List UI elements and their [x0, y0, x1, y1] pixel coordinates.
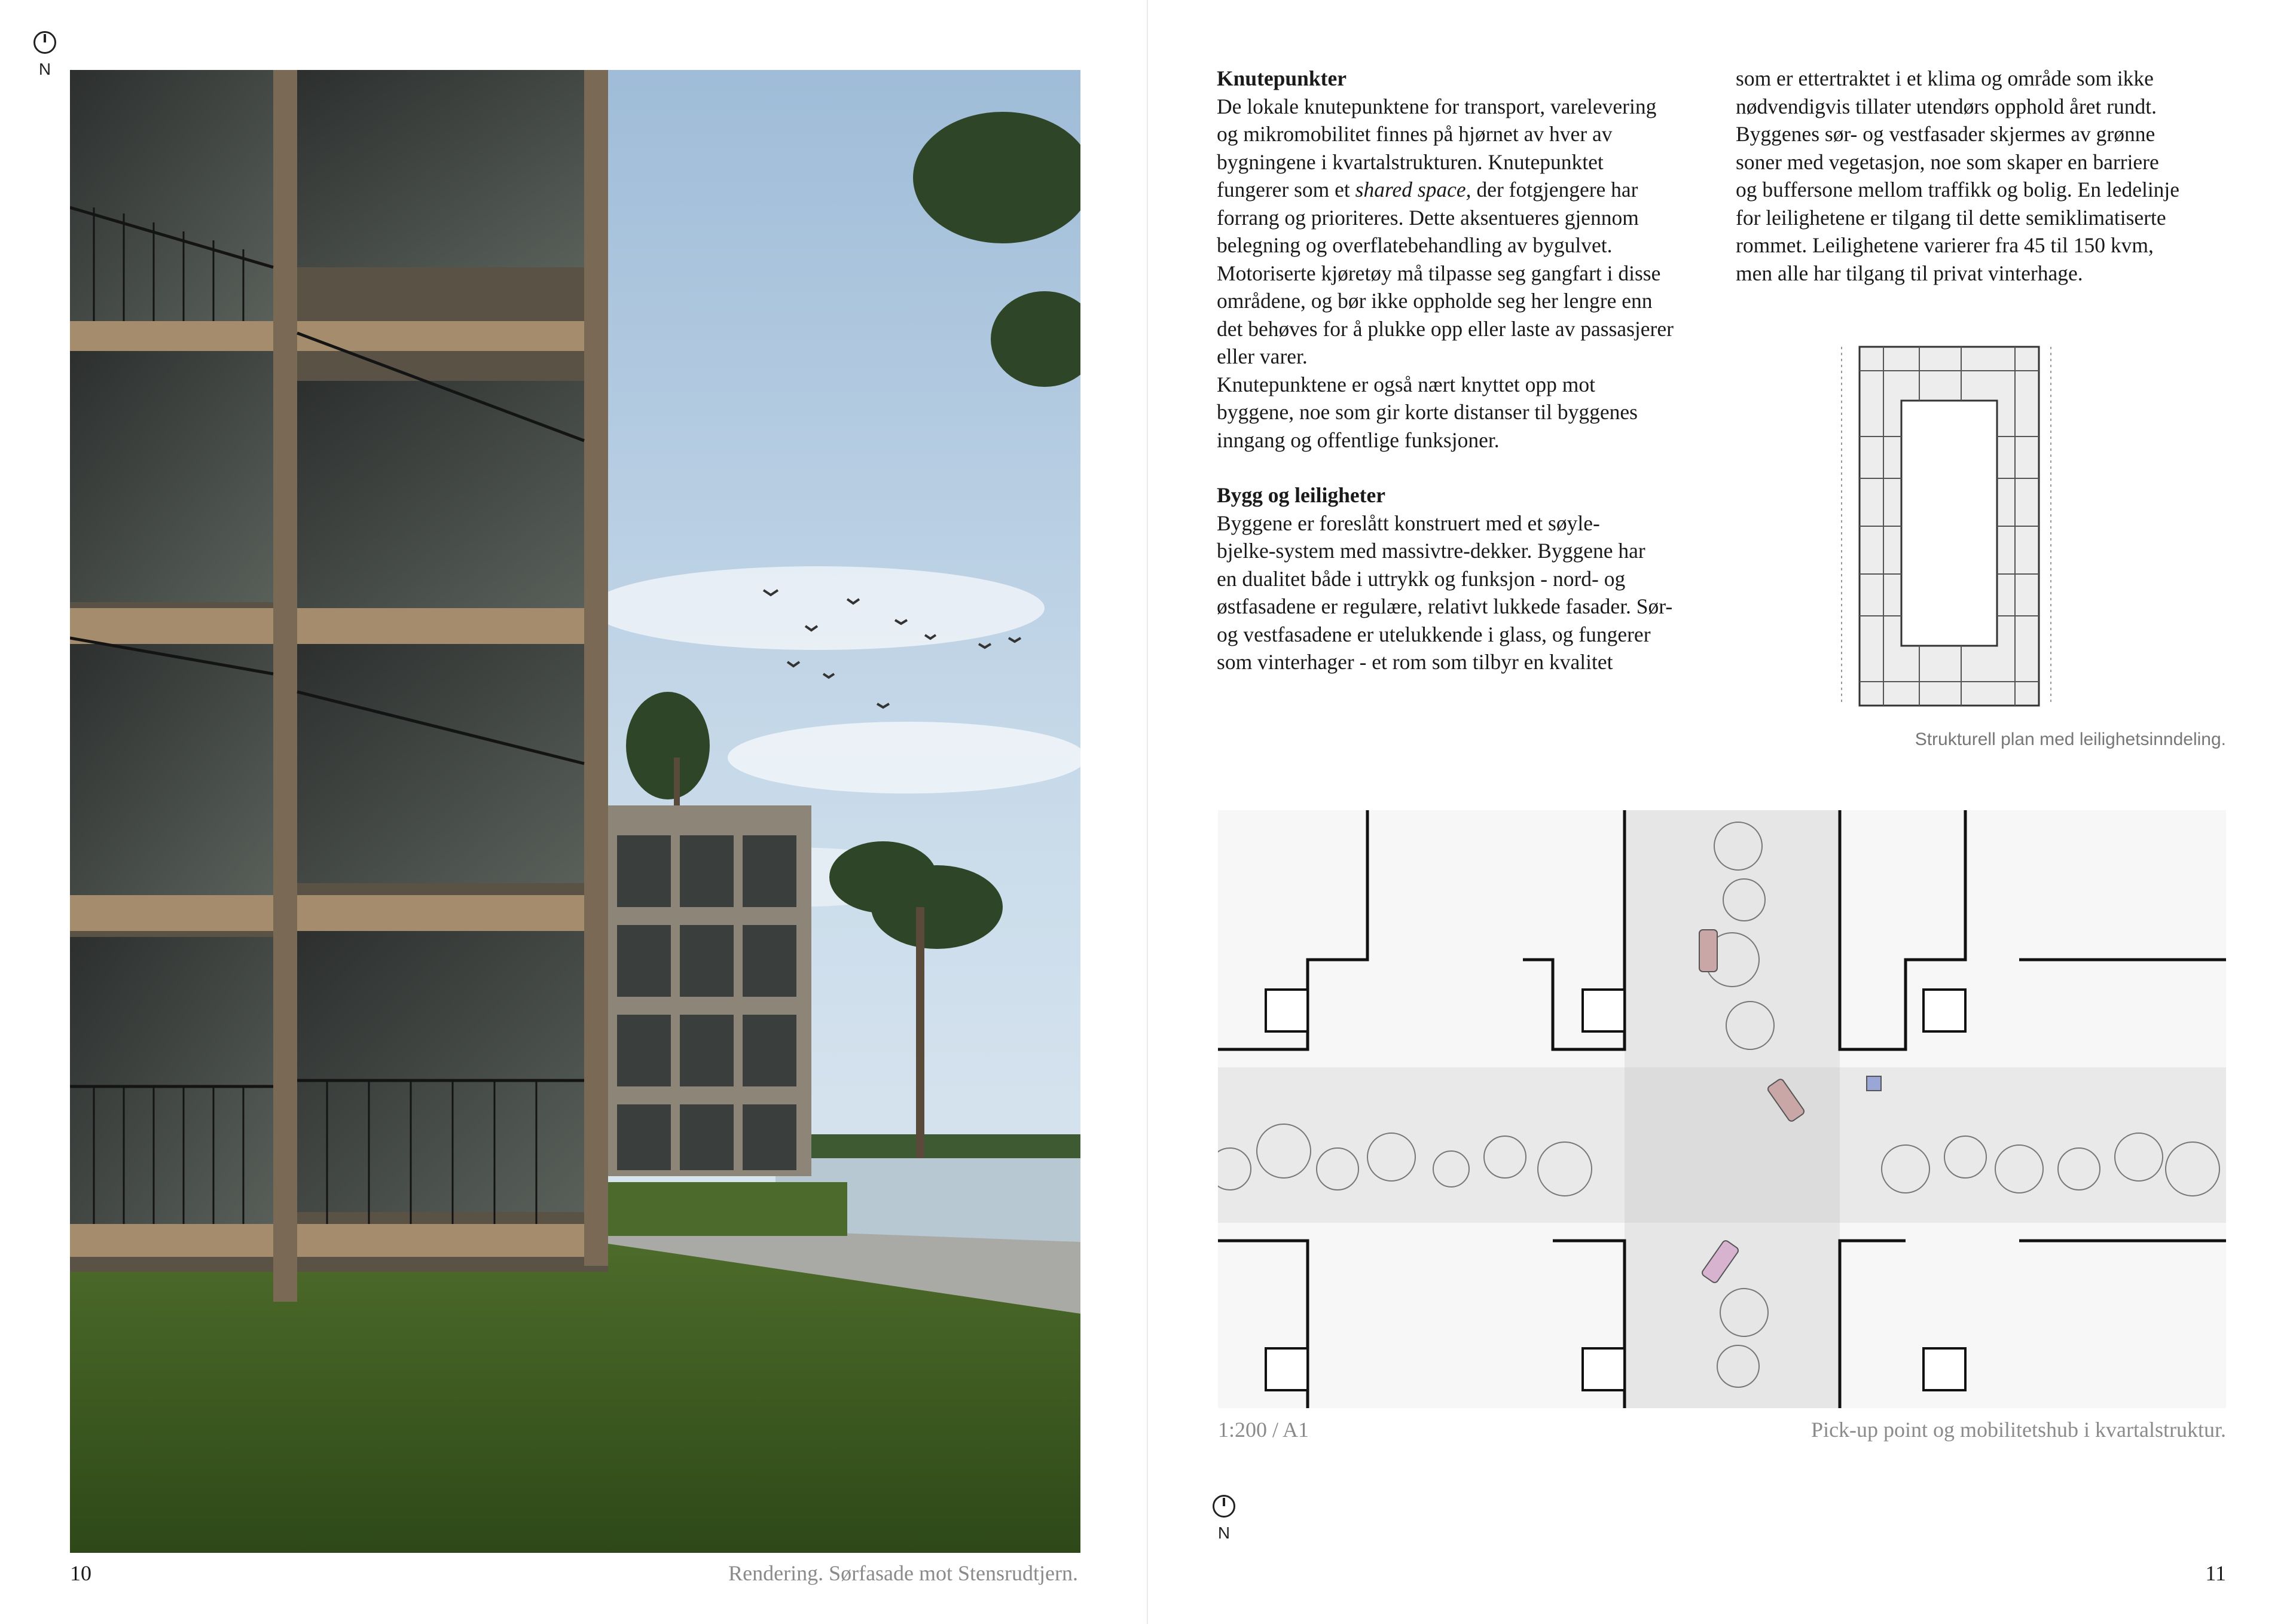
heading-bygg-og-leiligheter: Bygg og leiligheter: [1217, 483, 1385, 507]
text-line: belegning og overflatebehandling av bygulvet.: [1217, 233, 1613, 257]
north-label-left: N: [38, 60, 51, 78]
heading-knutepunkter: Knutepunkter: [1217, 66, 1347, 90]
text-line: Knutepunktene er også nært knyttet opp mot: [1217, 372, 1595, 396]
text-line: som vinterhager - et rom som tilbyr en kvalitet: [1217, 650, 1613, 674]
scale-label: 1:200 / A1: [1218, 1418, 1309, 1442]
structural-plan-drawing: [1830, 335, 2057, 718]
text-line: det behøves for å plukke opp eller laste av passasjerer: [1217, 316, 1674, 341]
text-column-2: [1736, 65, 2232, 287]
text-line: rommet. Leilighetene varierer fra 45 til 150 kvm,: [1736, 233, 2154, 257]
text-line: en dualitet både i uttrykk og funksjon - nord- og: [1217, 566, 1626, 591]
text-column-1: [1217, 65, 1713, 676]
north-arrow-right: [1206, 1495, 1242, 1543]
text-line: områdene, og bør ikke oppholde seg her lengre enn: [1217, 289, 1653, 313]
text-line: nødvendigvis tillater utendørs opphold året rundt.: [1736, 94, 2157, 118]
text-line: inngang og offentlige funksjoner.: [1217, 428, 1500, 452]
north-arrow-left: [27, 31, 63, 79]
site-plan-drawing: [1218, 810, 2226, 1408]
site-plan-caption: Pick-up point og mobilitetshub i kvartalstruktur.: [1811, 1418, 2226, 1442]
north-arrow-icon: [1213, 1495, 1235, 1518]
text-line: og vestfasadene er utelukkende i glass, og fungerer: [1217, 622, 1651, 646]
text-line: for leilighetene er tilgang til dette semiklimatiserte: [1736, 205, 2166, 230]
text-line: men alle har tilgang til privat vinterhage.: [1736, 261, 2083, 285]
text-line: Byggene er foreslått konstruert med et søyle-: [1217, 511, 1600, 535]
text-line: eller varer.: [1217, 344, 1308, 368]
text-line: og mikromobilitet finnes på hjørnet av hver av: [1217, 122, 1613, 146]
text-line: østfasadene er regulære, relativt lukkede fasader. Sør-: [1217, 594, 1673, 618]
text-line-shared-space: [1217, 176, 1713, 204]
text-line: De lokale knutepunktene for transport, varelevering: [1217, 94, 1657, 118]
text-line: byggene, noe som gir korte distanser til byggenes: [1217, 400, 1638, 424]
text-line: Byggenes sør- og vestfasader skjermes av grønne: [1736, 122, 2155, 146]
north-label-right: N: [1217, 1524, 1231, 1542]
italic-term: shared space,: [1355, 178, 1471, 202]
text-line: Motoriserte kjøretøy må tilpasse seg gangfart i disse: [1217, 261, 1661, 285]
page-number-left: 10: [70, 1561, 91, 1585]
rendering-image: [70, 70, 1080, 1553]
text-line: forrang og prioriteres. Dette aksentueres gjennom: [1217, 205, 1639, 230]
north-arrow-icon: [33, 31, 56, 54]
rendering-illustration: [70, 70, 1080, 1553]
text-span: fungerer som et: [1217, 178, 1355, 202]
right-page: [1148, 0, 2296, 1624]
text-line: bjelke-system med massivtre-dekker. Byggene har: [1217, 539, 1645, 563]
text-line: soner med vegetasjon, noe som skaper en barriere: [1736, 149, 2159, 174]
text-line: som er ettertraktet i et klima og område som ikke: [1736, 66, 2154, 90]
page-number-right: 11: [2205, 1561, 2226, 1585]
text-span: der fotgjengere har: [1471, 178, 1638, 202]
rendering-caption: Rendering. Sørfasade mot Stensrudtjern.: [728, 1561, 1078, 1585]
text-line: bygningene i kvartalstrukturen. Knutepunktet: [1217, 149, 1604, 174]
text-line: og buffersone mellom traffikk og bolig. En ledelinje: [1736, 178, 2180, 202]
structural-plan-caption: Strukturell plan med leilighetsinndeling.: [1915, 729, 2226, 749]
